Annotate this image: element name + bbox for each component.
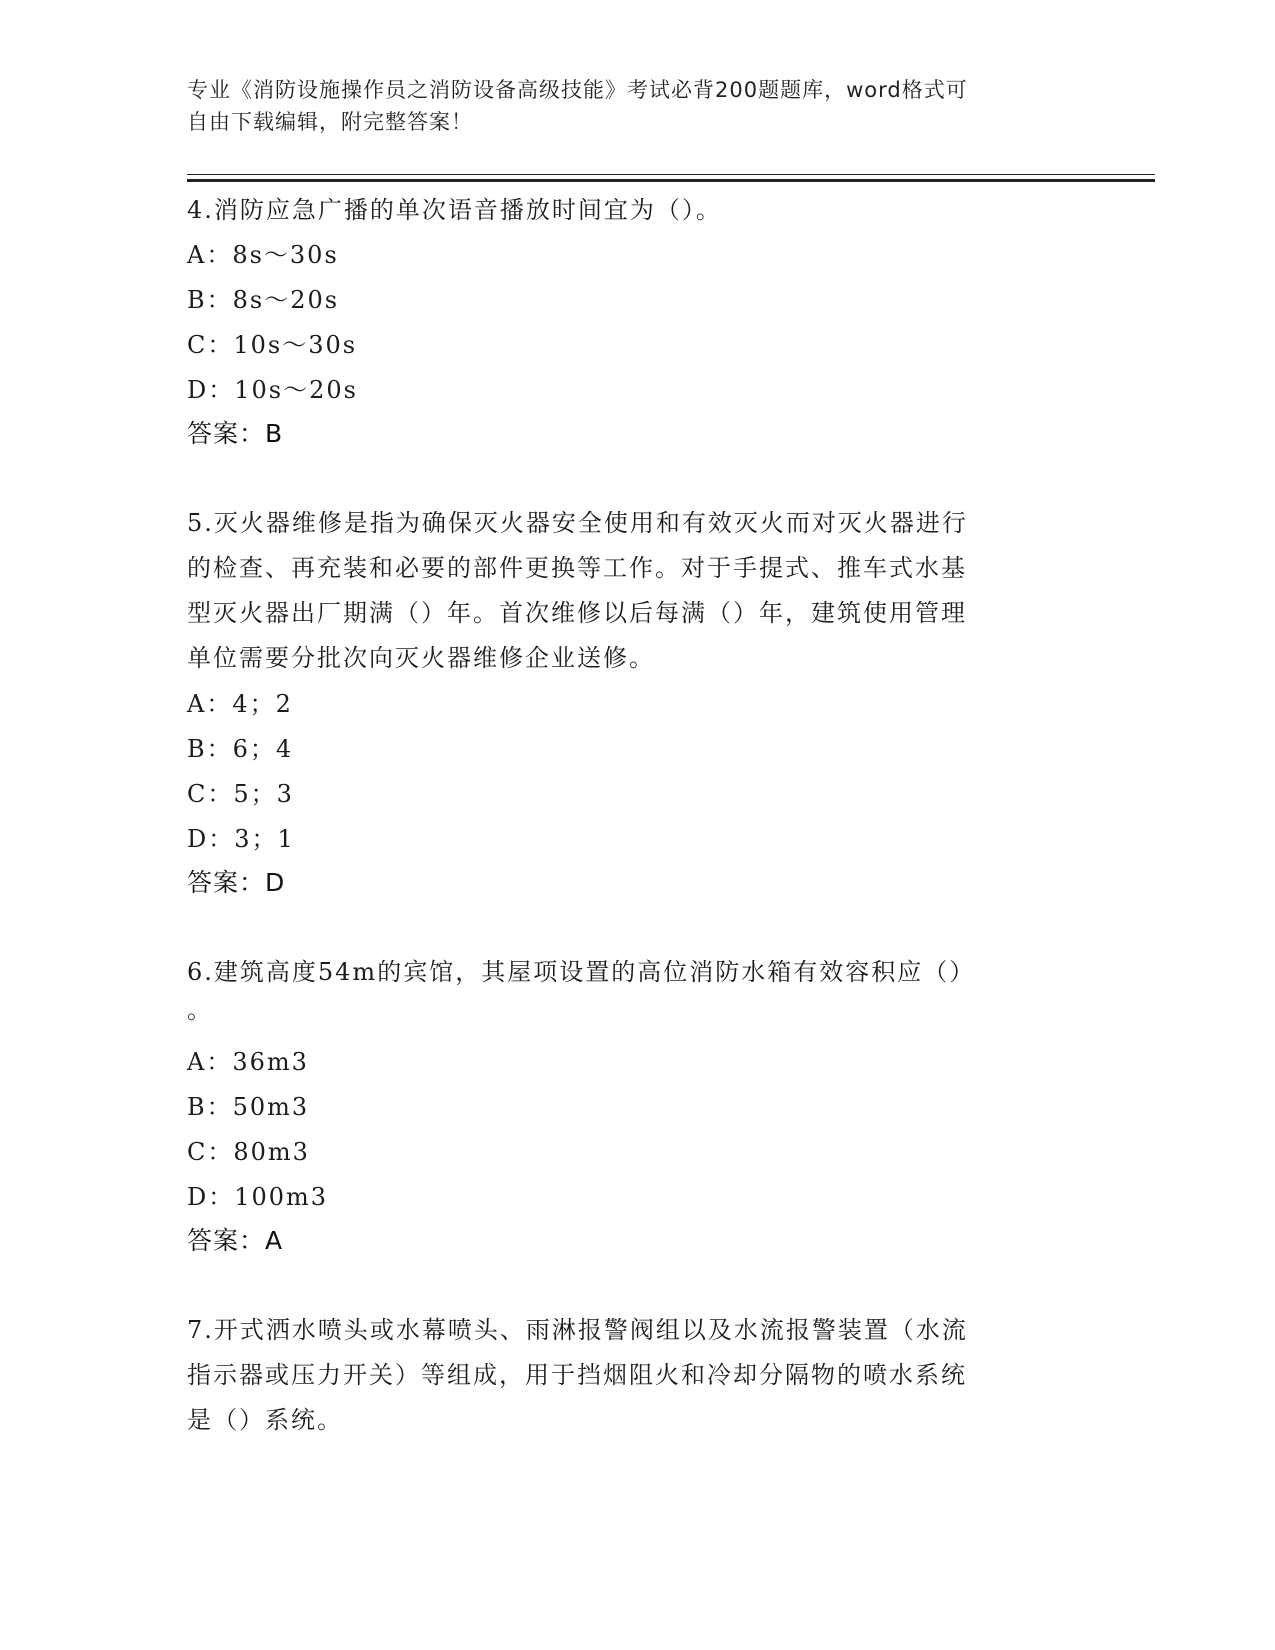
option-d: D：3；1 <box>187 825 295 853</box>
option-a: A：4；2 <box>187 690 293 718</box>
answer-label: 答案：D <box>187 868 286 897</box>
option-d: D：100m3 <box>187 1183 329 1211</box>
header-divider-thin <box>187 174 1155 175</box>
option-d: D：10s～20s <box>187 376 358 404</box>
question-stem: 6.建筑高度54m的宾馆，其屋项设置的高位消防水箱有效容积应（） <box>187 958 976 986</box>
document-header <box>187 74 1067 138</box>
option-b: B：8s～20s <box>187 286 340 314</box>
header-line-2: 自由下载编辑，附完整答案！ <box>187 110 473 134</box>
question-stem: 型灭火器出厂期满（）年。首次维修以后每满（）年，建筑使用管理 <box>187 599 967 627</box>
question-stem: 指示器或压力开关）等组成，用于挡烟阻火和冷却分隔物的喷水系统 <box>187 1361 967 1389</box>
question-stem: 是（）系统。 <box>187 1406 343 1434</box>
option-a: A：8s～30s <box>187 241 339 269</box>
question-stem: 的检查、再充装和必要的部件更换等工作。对于手提式、推车式水基 <box>187 554 967 582</box>
option-a: A：36m3 <box>187 1048 309 1076</box>
header-divider-thick <box>187 179 1155 182</box>
header-line-1: 专业《消防设施操作员之消防设备高级技能》考试必背200题题库，word格式可 <box>187 78 968 102</box>
answer-label: 答案：A <box>187 1226 284 1255</box>
question-stem: 4.消防应急广播的单次语音播放时间宜为（）。 <box>187 196 722 224</box>
option-c: C：10s～30s <box>187 331 358 359</box>
option-c: C：80m3 <box>187 1138 310 1166</box>
option-b: B：6；4 <box>187 735 294 763</box>
question-stem: 7.开式洒水喷头或水幕喷头、雨淋报警阀组以及水流报警装置（水流 <box>187 1316 968 1344</box>
answer-label: 答案：B <box>187 419 284 448</box>
option-c: C：5；3 <box>187 780 294 808</box>
question-stem: 单位需要分批次向灭火器维修企业送修。 <box>187 644 655 672</box>
option-b: B：50m3 <box>187 1093 310 1121</box>
question-stem: 5.灭火器维修是指为确保灭火器安全使用和有效灭火而对灭火器进行 <box>187 509 968 537</box>
question-stem: 。 <box>187 996 213 1024</box>
